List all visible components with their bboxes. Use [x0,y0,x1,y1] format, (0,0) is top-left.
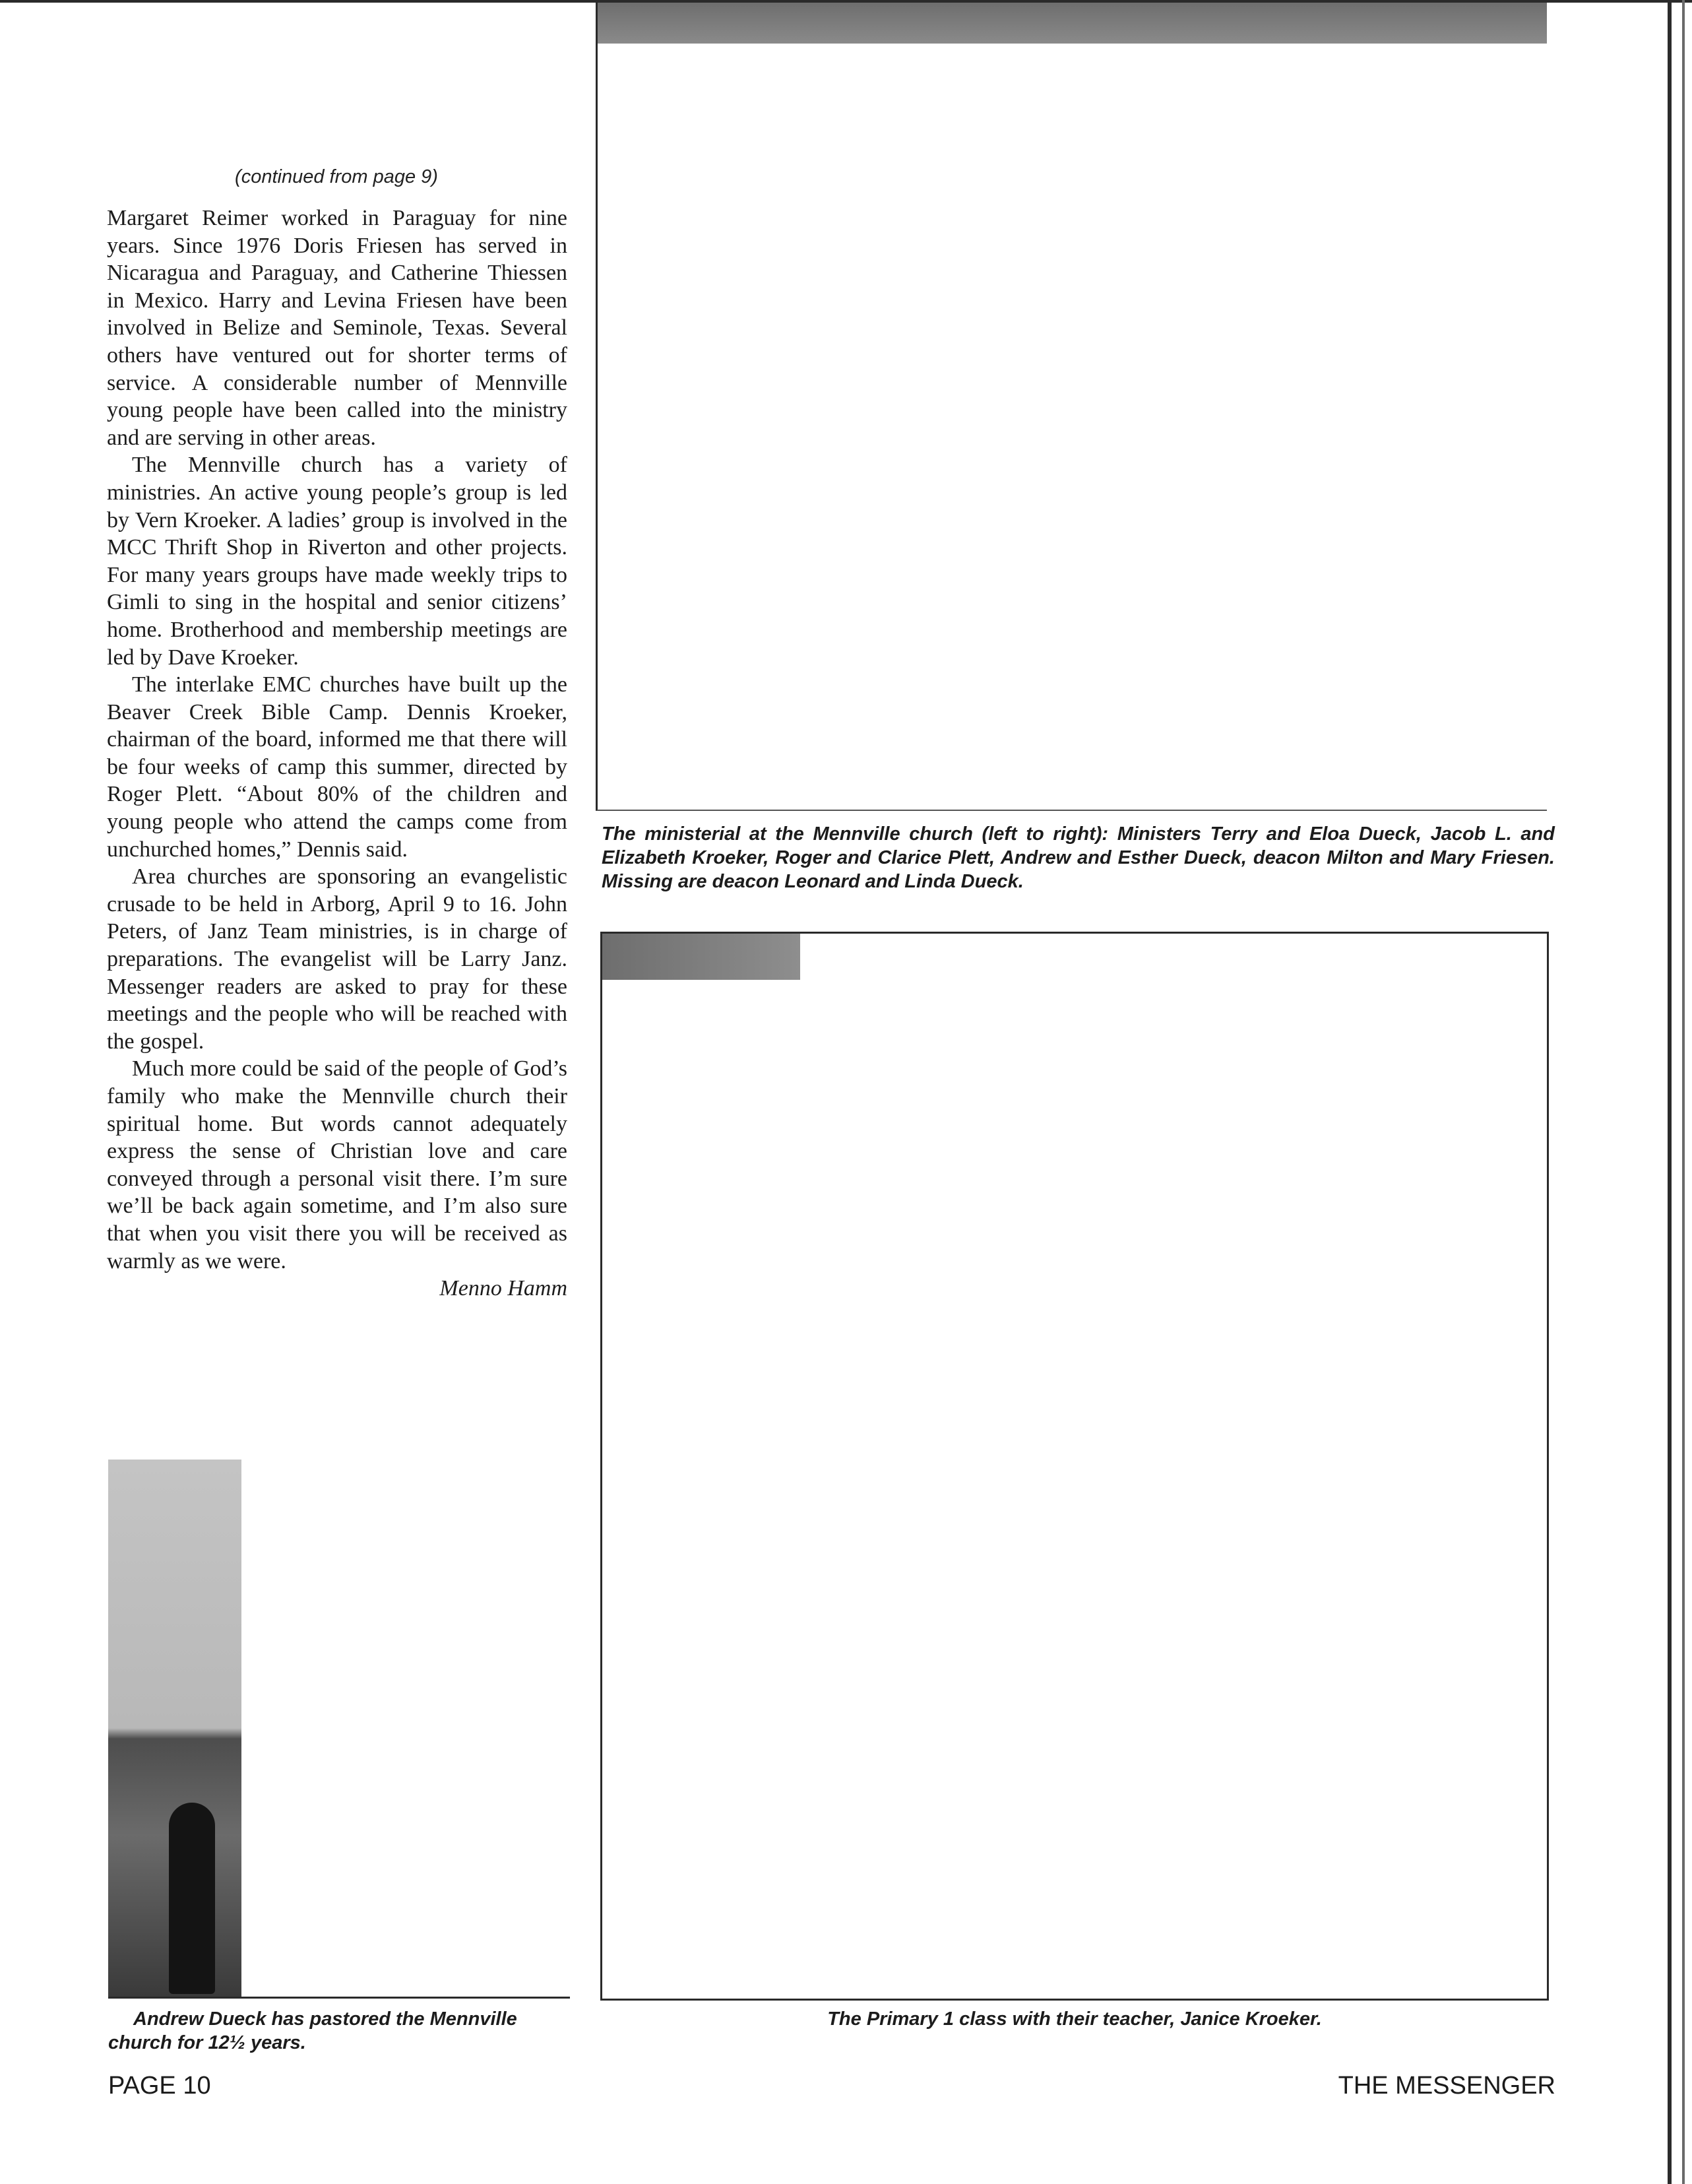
photo-top-band [598,3,1547,44]
page-number: PAGE 10 [108,2072,211,2100]
pastor-photo [108,1460,570,1999]
page-right-edge [1668,0,1672,2184]
photo-figure [169,1803,215,1994]
ministerial-caption: The ministerial at the Mennville church (left to right): Ministers Terry and Eloa Dueck, Jacob L. and Elizabeth Kroeker, Roger and Clarice Plett, Andrew and Esther Dueck, deacon Milton and Mary Friesen. Missing are deacon Leonard and Linda Dueck. [602,823,1555,892]
article-paragraph-2: The Mennville church has a variety of ministries. An active young people’s group is led by Vern Kroeker. A ladies’ group is involved in the MCC Thrift Shop in Riverton and other projects. For many years groups have made weekly trips to Gimli to sing in the hospital and senior citizens’ home. Brotherhood and membership meetings are led by Dave Kroeker. [107,453,567,670]
ministerial-photo [596,3,1547,811]
primary-class-caption: The Primary 1 class with their teacher, Janice Kroeker. [827,2008,1322,2030]
byline: Menno Hamm [439,1276,567,1301]
page-binding-edge [1682,0,1685,2184]
publication-name: THE MESSENGER [1338,2072,1555,2100]
article-paragraph-4: Area churches are sponsoring an evangelistic crusade to be held in Arborg, April 9 to 16. John Peters, of Janz Team ministries, is in charge of preparations. The evangelist will be Larry Janz. Messenger readers are asked to pray for these meetings and the people who will be reached with the gospel. [107,864,567,1054]
primary-class-photo [600,932,1549,2001]
photo-corner-wall [602,934,800,980]
article-paragraph-3: The interlake EMC churches have built up the Beaver Creek Bible Camp. Dennis Kroeker, chairman of the board, informed me that there will be four weeks of camp this summer, directed by Roger Plett. “About 80% of the children and young people who attend the camps come from unchurched homes,” Dennis said. [107,672,567,862]
article-paragraph-1: Margaret Reimer worked in Paraguay for nine years. Since 1976 Doris Friesen has served in Nicaragua and Paraguay, and Catherine Thiessen in Mexico. Harry and Levina Friesen have been involved in Belize and Seminole, Texas. Several others have ventured out for shorter terms of service. A considerable number of Mennville young people have been called into the ministry and are serving in other areas. [107,206,567,450]
pastor-caption: Andrew Dueck has pastored the Mennville church for 12½ years. [108,2008,517,2053]
article-paragraph-5: Much more could be said of the people of God’s family who make the Mennville church their spiritual home. But words cannot adequately express the sense of Christian love and care conveyed through a personal visit there. I’m sure we’ll be back again sometime, and I’m also sure that when you visit there you will be received as warmly as we were. [107,1056,567,1273]
continued-note: (continued from page 9) [235,166,438,187]
article-column [107,205,567,1302]
